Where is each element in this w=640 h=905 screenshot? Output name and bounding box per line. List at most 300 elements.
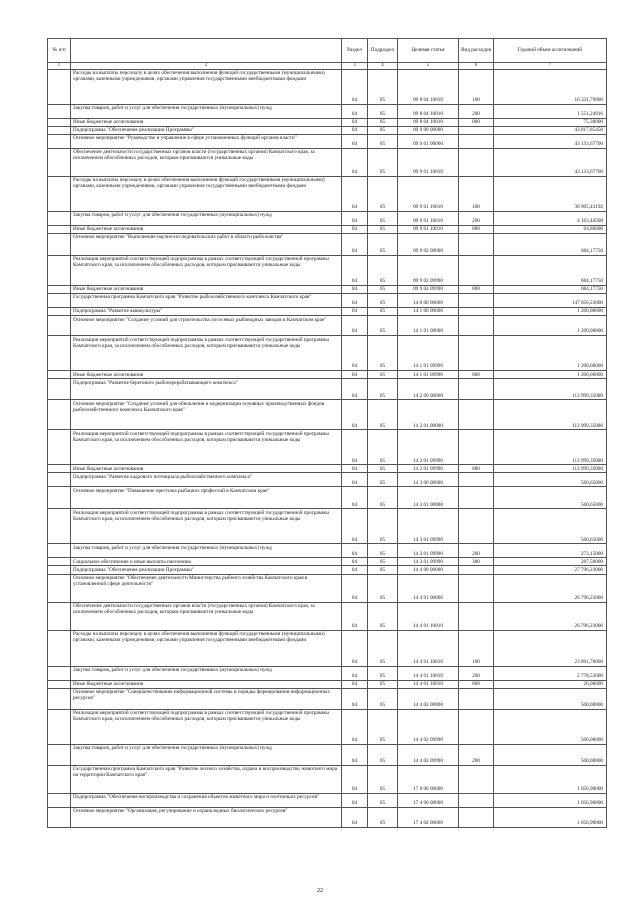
- row-expense-type-cell: [459, 765, 494, 793]
- table-row: [48, 233, 607, 255]
- header-no: № п/п: [48, 39, 71, 63]
- row-expense-type-cell: 100: [459, 630, 494, 666]
- row-subsection-cell: 05: [368, 473, 398, 487]
- row-amount-cell: 684,17750: [494, 233, 607, 255]
- table-row: [48, 118, 607, 126]
- row-section-cell: 04: [342, 566, 368, 574]
- row-expense-type-cell: 200: [459, 544, 494, 558]
- table-row: [48, 371, 607, 379]
- row-name-cell: Закупка товаров, работ и услуг для обеспечения государственных (муниципальных) нужд: [71, 666, 342, 680]
- row-section-cell: 04: [342, 285, 368, 293]
- row-amount-cell: 26,00000: [494, 680, 607, 688]
- row-section-cell: 04: [342, 255, 368, 285]
- table-row: [48, 544, 607, 558]
- row-expense-type-cell: 100: [459, 176, 494, 211]
- row-expense-type-cell: [459, 487, 494, 509]
- row-amount-cell: 27 796,23000: [494, 566, 607, 574]
- row-expense-type-cell: 200: [459, 104, 494, 118]
- row-section-cell: 04: [342, 630, 368, 666]
- row-article-cell: 09 9 01 10010: [398, 176, 459, 211]
- table-row: [48, 765, 607, 793]
- row-subsection-cell: 05: [368, 294, 398, 308]
- row-name-cell: Основное мероприятие "Обеспечение деятельности Министерства рыбного хозяйства Камчатского края в установленной сфере деятельности": [71, 574, 342, 602]
- row-subsection-cell: 05: [368, 558, 398, 566]
- column-number: 6: [459, 62, 494, 69]
- row-subsection-cell: 05: [368, 487, 398, 509]
- row-name-cell: Иные бюджетные ассигнования: [71, 465, 342, 473]
- table-row: [48, 308, 607, 316]
- row-subsection-cell: 05: [368, 255, 398, 285]
- row-expense-type-cell: [459, 294, 494, 308]
- row-name-cell: Иные бюджетные ассигнования: [71, 225, 342, 233]
- table-row: [48, 430, 607, 465]
- table-row: [48, 134, 607, 148]
- row-subsection-cell: 05: [368, 104, 398, 118]
- row-expense-type-cell: 800: [459, 225, 494, 233]
- row-number-cell: [48, 709, 71, 744]
- row-amount-cell: 1 200,00000: [494, 336, 607, 371]
- header-article: Целевая статья: [398, 39, 459, 63]
- row-name-cell: Основное мероприятие "Совершенствование информационной системы и порядка формирования информационных ресурсов": [71, 688, 342, 709]
- row-section-cell: 04: [342, 666, 368, 680]
- row-section-cell: 04: [342, 118, 368, 126]
- row-section-cell: 04: [342, 104, 368, 118]
- row-section-cell: 04: [342, 558, 368, 566]
- row-article-cell: 14 4 01 10010: [398, 630, 459, 666]
- row-amount-cell: 684,17750: [494, 285, 607, 293]
- row-name-cell: Реализация мероприятий соответствующей подпрограммы в рамках соответствующей государственной программы Камчатского края, за исключением обособленных расходов, которым присваиваются уникальные коды: [71, 336, 342, 371]
- row-expense-type-cell: [459, 233, 494, 255]
- row-amount-cell: 75,30000: [494, 118, 607, 126]
- row-amount-cell: 1 056,90000: [494, 793, 607, 807]
- row-amount-cell: 43 133,67700: [494, 134, 607, 148]
- row-section-cell: 04: [342, 473, 368, 487]
- row-number-cell: [48, 765, 71, 793]
- row-article-cell: 14 3 01 09990: [398, 509, 459, 544]
- row-amount-cell: 684,17750: [494, 255, 607, 285]
- row-subsection-cell: 05: [368, 126, 398, 134]
- row-expense-type-cell: [459, 148, 494, 176]
- row-name-cell: Подпрограмма "Обеспечение воспроизводства и сохранения объектов животного мира и охотничьих ресурсов": [71, 793, 342, 807]
- row-amount-cell: 64,80000: [494, 225, 607, 233]
- row-amount-cell: 1 056,90000: [494, 765, 607, 793]
- row-name-cell: Подпрограмма "Развитие аквакультуры": [71, 308, 342, 316]
- row-subsection-cell: 05: [368, 233, 398, 255]
- row-section-cell: 04: [342, 602, 368, 630]
- row-name-cell: Государственная программа Камчатского края "Развитие лесного хозяйства, охрана и воспроизводство животного мира на территории Камчатского края": [71, 765, 342, 793]
- row-section-cell: 04: [342, 176, 368, 211]
- row-article-cell: 09 8 04 10010: [398, 69, 459, 104]
- row-subsection-cell: 05: [368, 807, 398, 827]
- table-row: [48, 688, 607, 709]
- table-row: [48, 487, 607, 509]
- row-article-cell: 14 1 00 00000: [398, 308, 459, 316]
- row-number-cell: [48, 544, 71, 558]
- row-subsection-cell: 05: [368, 744, 398, 765]
- table-row: [48, 744, 607, 765]
- row-article-cell: 14 0 00 00000: [398, 294, 459, 308]
- row-article-cell: 14 4 01 10010: [398, 680, 459, 688]
- row-subsection-cell: 05: [368, 69, 398, 104]
- row-subsection-cell: 05: [368, 225, 398, 233]
- row-article-cell: 14 4 01 00000: [398, 574, 459, 602]
- row-amount-cell: 43 133,67700: [494, 148, 607, 176]
- row-amount-cell: 43 817,85450: [494, 126, 607, 134]
- row-article-cell: 14 2 00 00000: [398, 379, 459, 400]
- row-article-cell: 14 4 02 09990: [398, 709, 459, 744]
- row-expense-type-cell: 800: [459, 465, 494, 473]
- row-article-cell: 14 4 00 00000: [398, 566, 459, 574]
- row-expense-type-cell: [459, 400, 494, 430]
- table-row: [48, 574, 607, 602]
- row-number-cell: [48, 255, 71, 285]
- row-article-cell: 14 2 01 00000: [398, 400, 459, 430]
- column-number: 2: [71, 62, 342, 69]
- column-number: 5: [398, 62, 459, 69]
- row-number-cell: [48, 371, 71, 379]
- column-number: 3: [342, 62, 368, 69]
- column-number: 1: [48, 62, 71, 69]
- row-subsection-cell: 05: [368, 430, 398, 465]
- row-article-cell: 14 4 01 10010: [398, 602, 459, 630]
- row-subsection-cell: 05: [368, 793, 398, 807]
- row-subsection-cell: 05: [368, 509, 398, 544]
- row-article-cell: 09 9 01 10010: [398, 225, 459, 233]
- row-name-cell: Подпрограмма "Обеспечение реализации Программы": [71, 566, 342, 574]
- row-subsection-cell: 05: [368, 134, 398, 148]
- row-number-cell: [48, 630, 71, 666]
- row-subsection-cell: 05: [368, 308, 398, 316]
- row-article-cell: 14 1 01 09990: [398, 336, 459, 371]
- row-subsection-cell: 05: [368, 176, 398, 211]
- table-row: [48, 104, 607, 118]
- table-row: [48, 630, 607, 666]
- row-expense-type-cell: 300: [459, 558, 494, 566]
- row-expense-type-cell: [459, 126, 494, 134]
- row-number-cell: [48, 602, 71, 630]
- row-number-cell: [48, 680, 71, 688]
- row-subsection-cell: 05: [368, 709, 398, 744]
- row-amount-cell: 147 056,23000: [494, 294, 607, 308]
- table-row: [48, 379, 607, 400]
- row-number-cell: [48, 126, 71, 134]
- row-amount-cell: 113 999,35000: [494, 400, 607, 430]
- row-amount-cell: 113 999,35000: [494, 465, 607, 473]
- table-body: [48, 69, 607, 827]
- table-row: [48, 566, 607, 574]
- table-row: [48, 680, 607, 688]
- row-article-cell: 17 4 04 00000: [398, 807, 459, 827]
- row-name-cell: Государственная программа Камчатского края "Развитие рыбохозяйственного комплекса Камчатского края": [71, 294, 342, 308]
- row-number-cell: [48, 473, 71, 487]
- header-subsection: Подраздел: [368, 39, 398, 63]
- row-name-cell: Реализация мероприятий соответствующей подпрограммы в рамках соответствующей государственной программы Камчатского края, за исключением обособленных расходов, которым присваиваются уникальные коды: [71, 430, 342, 465]
- row-number-cell: [48, 744, 71, 765]
- row-name-cell: Иные бюджетные ассигнования: [71, 680, 342, 688]
- row-amount-cell: 26 796,23000: [494, 574, 607, 602]
- table-row: [48, 336, 607, 371]
- row-section-cell: 04: [342, 316, 368, 336]
- row-expense-type-cell: [459, 709, 494, 744]
- table-row: [48, 285, 607, 293]
- row-amount-cell: 500,00000: [494, 688, 607, 709]
- row-number-cell: [48, 400, 71, 430]
- row-article-cell: 09 9 01 00000: [398, 134, 459, 148]
- row-expense-type-cell: 800: [459, 371, 494, 379]
- row-number-cell: [48, 118, 71, 126]
- row-amount-cell: 38 905,43192: [494, 176, 607, 211]
- row-section-cell: 04: [342, 709, 368, 744]
- table-row: [48, 666, 607, 680]
- row-subsection-cell: 05: [368, 285, 398, 293]
- row-subsection-cell: 05: [368, 544, 398, 558]
- row-section-cell: 04: [342, 765, 368, 793]
- row-expense-type-cell: 200: [459, 744, 494, 765]
- row-subsection-cell: 05: [368, 148, 398, 176]
- row-subsection-cell: 05: [368, 465, 398, 473]
- row-article-cell: 17 4 00 00000: [398, 793, 459, 807]
- row-name-cell: Основное мероприятие "Повышение престижа рыбацких профессий в Камчатском крае": [71, 487, 342, 509]
- row-number-cell: [48, 104, 71, 118]
- row-number-cell: [48, 336, 71, 371]
- row-article-cell: 14 4 01 10010: [398, 666, 459, 680]
- row-name-cell: Закупка товаров, работ и услуг для обеспечения государственных (муниципальных) нужд: [71, 744, 342, 765]
- row-article-cell: 14 4 02 00000: [398, 688, 459, 709]
- row-expense-type-cell: 200: [459, 211, 494, 225]
- row-section-cell: 04: [342, 487, 368, 509]
- row-name-cell: Иные бюджетные ассигнования: [71, 371, 342, 379]
- row-name-cell: Основное мероприятие "Руководство и управление в сфере установленных функций органов власти": [71, 134, 342, 148]
- table-row: [48, 793, 607, 807]
- row-expense-type-cell: 800: [459, 285, 494, 293]
- row-number-cell: [48, 509, 71, 544]
- row-section-cell: 04: [342, 294, 368, 308]
- row-subsection-cell: 05: [368, 688, 398, 709]
- row-article-cell: 09 9 00 00000: [398, 126, 459, 134]
- row-subsection-cell: 05: [368, 211, 398, 225]
- row-name-cell: Закупка товаров, работ и услуг для обеспечения государственных (муниципальных) нужд: [71, 104, 342, 118]
- row-section-cell: 04: [342, 211, 368, 225]
- row-name-cell: Подпрограмма "Развитие берегового рыбоперерабатывающего комплекса": [71, 379, 342, 400]
- row-number-cell: [48, 69, 71, 104]
- row-section-cell: 04: [342, 430, 368, 465]
- row-section-cell: 04: [342, 465, 368, 473]
- row-number-cell: [48, 430, 71, 465]
- row-subsection-cell: 05: [368, 336, 398, 371]
- row-expense-type-cell: 800: [459, 680, 494, 688]
- row-section-cell: 04: [342, 134, 368, 148]
- row-number-cell: [48, 176, 71, 211]
- row-expense-type-cell: [459, 807, 494, 827]
- row-article-cell: 14 3 01 00000: [398, 487, 459, 509]
- row-name-cell: Подпрограмма "Развитие кадрового потенциала рыбохозяйственного комплекса": [71, 473, 342, 487]
- row-number-cell: [48, 285, 71, 293]
- row-number-cell: [48, 666, 71, 680]
- row-section-cell: 04: [342, 308, 368, 316]
- row-number-cell: [48, 294, 71, 308]
- table-row: [48, 294, 607, 308]
- row-section-cell: 04: [342, 400, 368, 430]
- row-name-cell: Социальное обеспечение и иные выплаты населению: [71, 558, 342, 566]
- row-article-cell: 09 9 02 09990: [398, 255, 459, 285]
- row-name-cell: Основное мероприятие "Создание условий для обновления и модернизации основных производственных фондов рыбохозяйственного комплекса Камчатского края": [71, 400, 342, 430]
- row-section-cell: 04: [342, 225, 368, 233]
- row-section-cell: 04: [342, 793, 368, 807]
- row-article-cell: 09 8 04 10010: [398, 104, 459, 118]
- row-number-cell: [48, 134, 71, 148]
- row-article-cell: 09 9 02 00000: [398, 233, 459, 255]
- row-number-cell: [48, 566, 71, 574]
- row-number-cell: [48, 148, 71, 176]
- row-expense-type-cell: 800: [459, 118, 494, 126]
- row-expense-type-cell: 200: [459, 666, 494, 680]
- row-article-cell: 14 3 00 00000: [398, 473, 459, 487]
- row-name-cell: Основное мероприятие "Создание условий для строительства лососевых рыбоводных заводов в Камчатском крае": [71, 316, 342, 336]
- row-article-cell: 09 9 01 10010: [398, 211, 459, 225]
- row-article-cell: 09 9 01 10010: [398, 148, 459, 176]
- table-row: [48, 225, 607, 233]
- row-subsection-cell: 05: [368, 765, 398, 793]
- table-row: [48, 509, 607, 544]
- row-article-cell: 14 1 01 00000: [398, 316, 459, 336]
- row-expense-type-cell: [459, 134, 494, 148]
- row-article-cell: 09 8 04 10010: [398, 118, 459, 126]
- row-name-cell: Обеспечение деятельности государственных органов власти (государственных органов) Камчатского края, за исключением обособленных расходов, которым присваиваются уникальные коды: [71, 602, 342, 630]
- row-subsection-cell: 05: [368, 400, 398, 430]
- row-expense-type-cell: [459, 379, 494, 400]
- row-subsection-cell: 05: [368, 666, 398, 680]
- row-expense-type-cell: [459, 602, 494, 630]
- row-number-cell: [48, 807, 71, 827]
- row-amount-cell: 500,00000: [494, 709, 607, 744]
- row-number-cell: [48, 793, 71, 807]
- row-name-cell: Расходы на выплаты персоналу в целях обеспечения выполнения функций государственными (муниципальными) органами, казенными учреждениями, органами управления государственными внебюджетными фондами: [71, 630, 342, 666]
- table-row: [48, 602, 607, 630]
- row-name-cell: Реализация мероприятий соответствующей подпрограммы в рамках соответствующей государственной программы Камчатского края, за исключением обособленных расходов, которым присваиваются уникальные коды: [71, 255, 342, 285]
- row-amount-cell: 23 891,70000: [494, 630, 607, 666]
- row-name-cell: Расходы на выплаты персоналу в целях обеспечения выполнения функций государственными (муниципальными) органами, казенными учреждениями, органами управления государственными внебюджетными фондами: [71, 69, 342, 104]
- row-section-cell: 04: [342, 688, 368, 709]
- row-amount-cell: 2 778,53000: [494, 666, 607, 680]
- row-expense-type-cell: 100: [459, 69, 494, 104]
- table-row: [48, 558, 607, 566]
- row-amount-cell: 1 551,24916: [494, 104, 607, 118]
- row-name-cell: Закупка товаров, работ и услуг для обеспечения государственных (муниципальных) нужд: [71, 544, 342, 558]
- row-expense-type-cell: [459, 473, 494, 487]
- row-name-cell: Основное мероприятие "Выполнение научно-исследовательских работ в области рыболовства": [71, 233, 342, 255]
- row-amount-cell: 113 999,35000: [494, 430, 607, 465]
- row-name-cell: Закупка товаров, работ и услуг для обеспечения государственных (муниципальных) нужд: [71, 211, 342, 225]
- row-amount-cell: 4 163,44508: [494, 211, 607, 225]
- row-section-cell: 04: [342, 574, 368, 602]
- row-amount-cell: 1 200,00000: [494, 308, 607, 316]
- row-article-cell: 17 0 00 00000: [398, 765, 459, 793]
- row-name-cell: Подпрограмма "Обеспечение реализации Программы": [71, 126, 342, 134]
- table-row: [48, 807, 607, 827]
- row-subsection-cell: 05: [368, 379, 398, 400]
- row-number-cell: [48, 233, 71, 255]
- header-amount: Годовой объем ассигнований: [494, 39, 607, 63]
- row-article-cell: 14 2 01 09990: [398, 430, 459, 465]
- row-subsection-cell: 05: [368, 630, 398, 666]
- row-number-cell: [48, 465, 71, 473]
- row-amount-cell: 26 796,23000: [494, 602, 607, 630]
- row-name-cell: Обеспечение деятельности государственных органов власти (государственных органов) Камчатского края, за исключением обособленных расходов, которым присваиваются уникальные коды: [71, 148, 342, 176]
- row-name-cell: Расходы на выплаты персоналу в целях обеспечения выполнения функций государственными (муниципальными) органами, казенными учреждениями, органами управления государственными внебюджетными фондами: [71, 176, 342, 211]
- row-amount-cell: 287,50000: [494, 558, 607, 566]
- page-number: 22: [317, 888, 323, 894]
- row-amount-cell: 113 999,35000: [494, 379, 607, 400]
- row-section-cell: 04: [342, 680, 368, 688]
- row-number-cell: [48, 225, 71, 233]
- row-section-cell: 04: [342, 336, 368, 371]
- row-subsection-cell: 05: [368, 680, 398, 688]
- row-name-cell: Основное мероприятие "Организация, регулирование и охрана водных биологических ресурсов": [71, 807, 342, 827]
- row-name-cell: Реализация мероприятий соответствующей подпрограммы в рамках соответствующей государственной программы Камчатского края, за исключением обособленных расходов, которым присваиваются уникальные коды: [71, 509, 342, 544]
- row-number-cell: [48, 574, 71, 602]
- column-number: 7: [494, 62, 607, 69]
- row-expense-type-cell: [459, 316, 494, 336]
- row-amount-cell: 1 200,00000: [494, 316, 607, 336]
- row-expense-type-cell: [459, 509, 494, 544]
- row-expense-type-cell: [459, 336, 494, 371]
- row-section-cell: 04: [342, 69, 368, 104]
- row-article-cell: 14 3 01 09990: [398, 558, 459, 566]
- row-amount-cell: 560,65000: [494, 487, 607, 509]
- table-row: [48, 211, 607, 225]
- row-number-cell: [48, 379, 71, 400]
- row-amount-cell: 560,65000: [494, 509, 607, 544]
- column-number: 4: [368, 62, 398, 69]
- row-article-cell: 14 4 02 09990: [398, 744, 459, 765]
- table-row: [48, 709, 607, 744]
- row-section-cell: 04: [342, 148, 368, 176]
- row-subsection-cell: 05: [368, 566, 398, 574]
- row-subsection-cell: 05: [368, 316, 398, 336]
- table-header-row: [48, 39, 607, 63]
- table-row: [48, 148, 607, 176]
- row-expense-type-cell: [459, 308, 494, 316]
- table-row: [48, 316, 607, 336]
- header-section: Раздел: [342, 39, 368, 63]
- row-section-cell: 04: [342, 544, 368, 558]
- row-number-cell: [48, 211, 71, 225]
- table-row: [48, 255, 607, 285]
- row-section-cell: 04: [342, 509, 368, 544]
- row-section-cell: 04: [342, 126, 368, 134]
- table-row: [48, 126, 607, 134]
- row-subsection-cell: 05: [368, 371, 398, 379]
- row-number-cell: [48, 558, 71, 566]
- row-expense-type-cell: [459, 688, 494, 709]
- row-section-cell: 04: [342, 807, 368, 827]
- row-number-cell: [48, 487, 71, 509]
- row-number-cell: [48, 308, 71, 316]
- row-article-cell: 14 3 01 09990: [398, 544, 459, 558]
- row-expense-type-cell: [459, 255, 494, 285]
- row-number-cell: [48, 316, 71, 336]
- row-name-cell: Реализация мероприятий соответствующей подпрограммы в рамках соответствующей государственной программы Камчатского края, за исключением обособленных расходов, которым присваиваются уникальные коды: [71, 709, 342, 744]
- header-name: [71, 39, 342, 63]
- row-section-cell: 04: [342, 744, 368, 765]
- row-article-cell: 14 1 01 09990: [398, 371, 459, 379]
- row-section-cell: 04: [342, 371, 368, 379]
- row-name-cell: Иные бюджетные ассигнования: [71, 285, 342, 293]
- row-expense-type-cell: [459, 566, 494, 574]
- row-amount-cell: 16 331,79000: [494, 69, 607, 104]
- table-row: [48, 176, 607, 211]
- row-number-cell: [48, 688, 71, 709]
